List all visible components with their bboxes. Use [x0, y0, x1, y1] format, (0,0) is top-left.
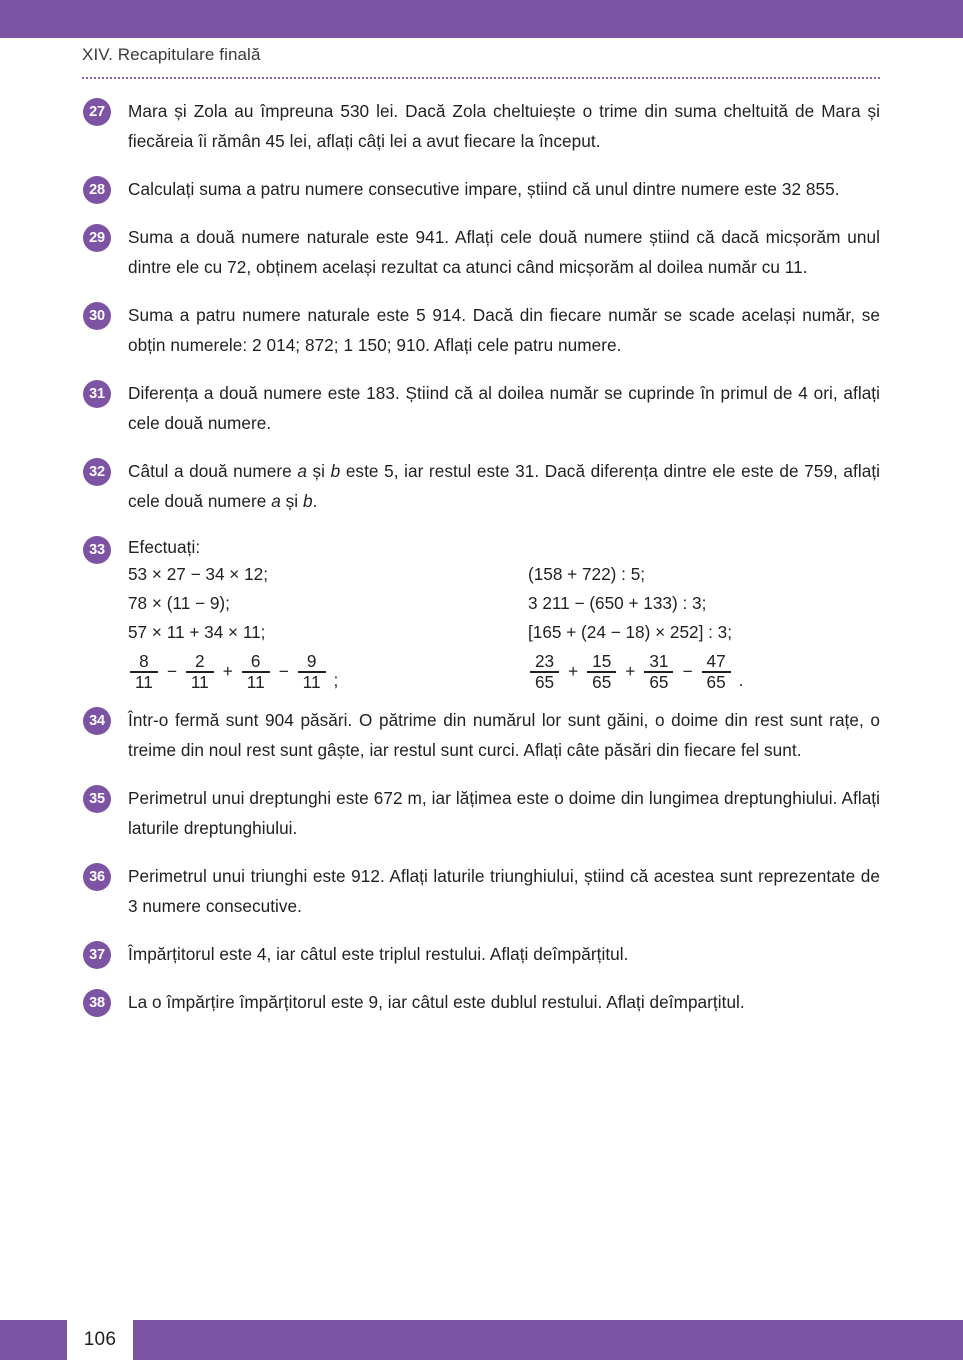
header-dotted-rule	[82, 77, 880, 79]
exercise-item	[0, 861, 963, 921]
operator: +	[568, 661, 579, 682]
calculation-line: [165 + (24 − 18) × 252] : 3;	[528, 622, 733, 642]
fraction-numerator: 8	[139, 651, 149, 671]
exercise-text: Perimetrul unui dreptunghi este 672 m, iar lățimea este o doime din lungimea dreptunghiului. Aflați laturile dreptunghiului.	[128, 788, 880, 838]
fraction	[130, 653, 158, 691]
exercise-number-badge: 32	[83, 458, 111, 486]
exercise-item	[0, 939, 963, 969]
fraction-numerator: 15	[592, 651, 612, 671]
variable-a: a	[297, 461, 307, 481]
fraction-numerator: 23	[535, 651, 555, 671]
calculation-line: 53 × 27 − 34 × 12;	[128, 564, 269, 584]
text-part: .	[312, 491, 318, 511]
exercise-text: La o împărțire împărțitorul este 9, iar câtul este dublul restului. Aflați deîmparțitul.	[128, 992, 745, 1012]
exercise-item	[0, 987, 963, 1017]
calculation-line: 3 211 − (650 + 133) : 3;	[528, 593, 707, 613]
exercise-item	[0, 300, 963, 360]
operator: −	[682, 661, 693, 682]
exercise-text: Diferența a două numere este 183. Știind că al doilea număr se cuprinde în primul de 4 ori, aflați cele două numere.	[128, 383, 880, 433]
fraction-denominator: 11	[190, 671, 209, 692]
fraction-numerator: 47	[706, 651, 726, 671]
exercise-number-badge: 37	[83, 941, 111, 969]
fraction-numerator: 31	[649, 651, 669, 671]
exercise-list	[0, 96, 963, 1035]
exercise-number-badge: 31	[83, 380, 111, 408]
exercise-text: Calculați suma a patru numere consecutive impare, știind că unul dintre numere este 32 855.	[128, 179, 840, 199]
exercise-text: Suma a două numere naturale este 941. Aflați cele două numere știind că dacă micșorăm unul dintre ele cu 72, obținem același rezultat ca atunci când micșorăm al doilea număr cu 11.	[128, 227, 880, 277]
page-number-label: 106	[83, 1329, 117, 1350]
fraction-expression-right	[528, 653, 880, 691]
exercise-text: Împărțitorul este 4, iar câtul este triplul restului. Aflați deîmpărțitul.	[128, 944, 629, 964]
exercise-text: Mara și Zola au împreuna 530 lei. Dacă Zola cheltuiește o trime din suma cheltuită de Mara și fiecăreia îi rămân 45 lei, aflați câți lei a avut fiecare la început.	[128, 101, 880, 151]
fraction	[242, 653, 270, 691]
fraction	[186, 653, 214, 691]
exercise-text: Perimetrul unui triunghi este 912. Aflați laturile triunghiului, știind că acestea sunt reprezentate de 3 numere consecutive.	[128, 866, 880, 916]
exercise-item	[0, 456, 963, 516]
fraction-expression-left	[128, 653, 528, 691]
fraction-denominator: 11	[302, 671, 321, 692]
fraction	[530, 653, 559, 691]
text-part: este 5, iar restul este 31. Dacă diferența dintre ele este de 759, aflați cele două numere	[128, 461, 881, 511]
calculation-line: 57 × 11 + 34 × 11;	[128, 622, 266, 642]
exercise-item	[0, 222, 963, 282]
exercise-text: Într-o fermă sunt 904 păsări. O pătrime din numărul lor sunt găini, o doime din rest sunt rațe, o treime din noul rest sunt gâște, iar restul sunt curci. Aflați câte păsări din fiecare fel sunt.	[128, 710, 880, 760]
expression-terminator: ;	[333, 669, 339, 690]
exercise-text: Suma a patru numere naturale este 5 914. Dacă din fiecare număr se scade același număr, se obțin numerele: 2 014; 872; 1 150; 910. Aflați cele patru numere.	[128, 305, 880, 355]
exercise-prompt: Efectuați:	[128, 537, 201, 557]
exercise-item	[0, 783, 963, 843]
fraction-denominator: 65	[706, 671, 726, 692]
fraction-denominator: 11	[246, 671, 265, 692]
operator: +	[625, 661, 636, 682]
text-part: Câtul a două numere	[128, 461, 298, 481]
variable-b: b	[330, 461, 341, 481]
expression-terminator: .	[738, 669, 744, 690]
fraction	[702, 653, 731, 691]
fraction-numerator: 6	[250, 651, 261, 671]
variable-b: b	[303, 491, 313, 511]
top-decorative-band	[0, 0, 963, 38]
exercise-number-badge: 28	[83, 176, 111, 204]
fraction-denominator: 65	[649, 671, 669, 692]
text-part: și	[280, 491, 303, 511]
exercise-item	[0, 174, 963, 204]
exercise-number-badge: 27	[83, 98, 111, 126]
variable-a: a	[271, 491, 281, 511]
exercise-number-badge: 30	[83, 302, 111, 330]
exercise-number-badge: 36	[83, 863, 111, 891]
calculation-line: (158 + 722) : 5;	[528, 564, 646, 584]
fraction-denominator: 65	[592, 671, 612, 692]
exercise-item	[0, 705, 963, 765]
exercise-number-badge: 38	[83, 989, 111, 1017]
fraction-numerator: 2	[195, 651, 205, 671]
fraction	[587, 653, 616, 691]
exercise-number-badge: 33	[83, 536, 111, 564]
exercise-item	[0, 378, 963, 438]
bottom-decorative-band	[0, 1320, 963, 1360]
calculation-columns	[128, 560, 880, 691]
operator: −	[278, 661, 289, 682]
fraction-denominator: 65	[535, 671, 555, 692]
exercise-number-badge: 35	[83, 785, 111, 813]
fraction-denominator: 11	[135, 671, 153, 692]
fraction	[298, 653, 326, 691]
exercise-number-badge: 34	[83, 707, 111, 735]
operator: −	[166, 661, 177, 682]
running-head: XIV. Recapitulare finală	[82, 45, 261, 64]
calculation-column-left	[128, 560, 528, 691]
exercise-number-badge: 29	[83, 224, 111, 252]
operator: +	[222, 661, 233, 682]
exercise-item	[0, 96, 963, 156]
text-part: și	[306, 461, 331, 481]
exercise-text	[128, 456, 880, 516]
calculation-line: 78 × (11 − 9);	[128, 593, 230, 613]
fraction	[644, 653, 673, 691]
exercise-item	[0, 534, 963, 691]
fraction-numerator: 9	[306, 651, 317, 671]
page-number	[67, 1320, 133, 1360]
calculation-column-right	[528, 560, 880, 691]
